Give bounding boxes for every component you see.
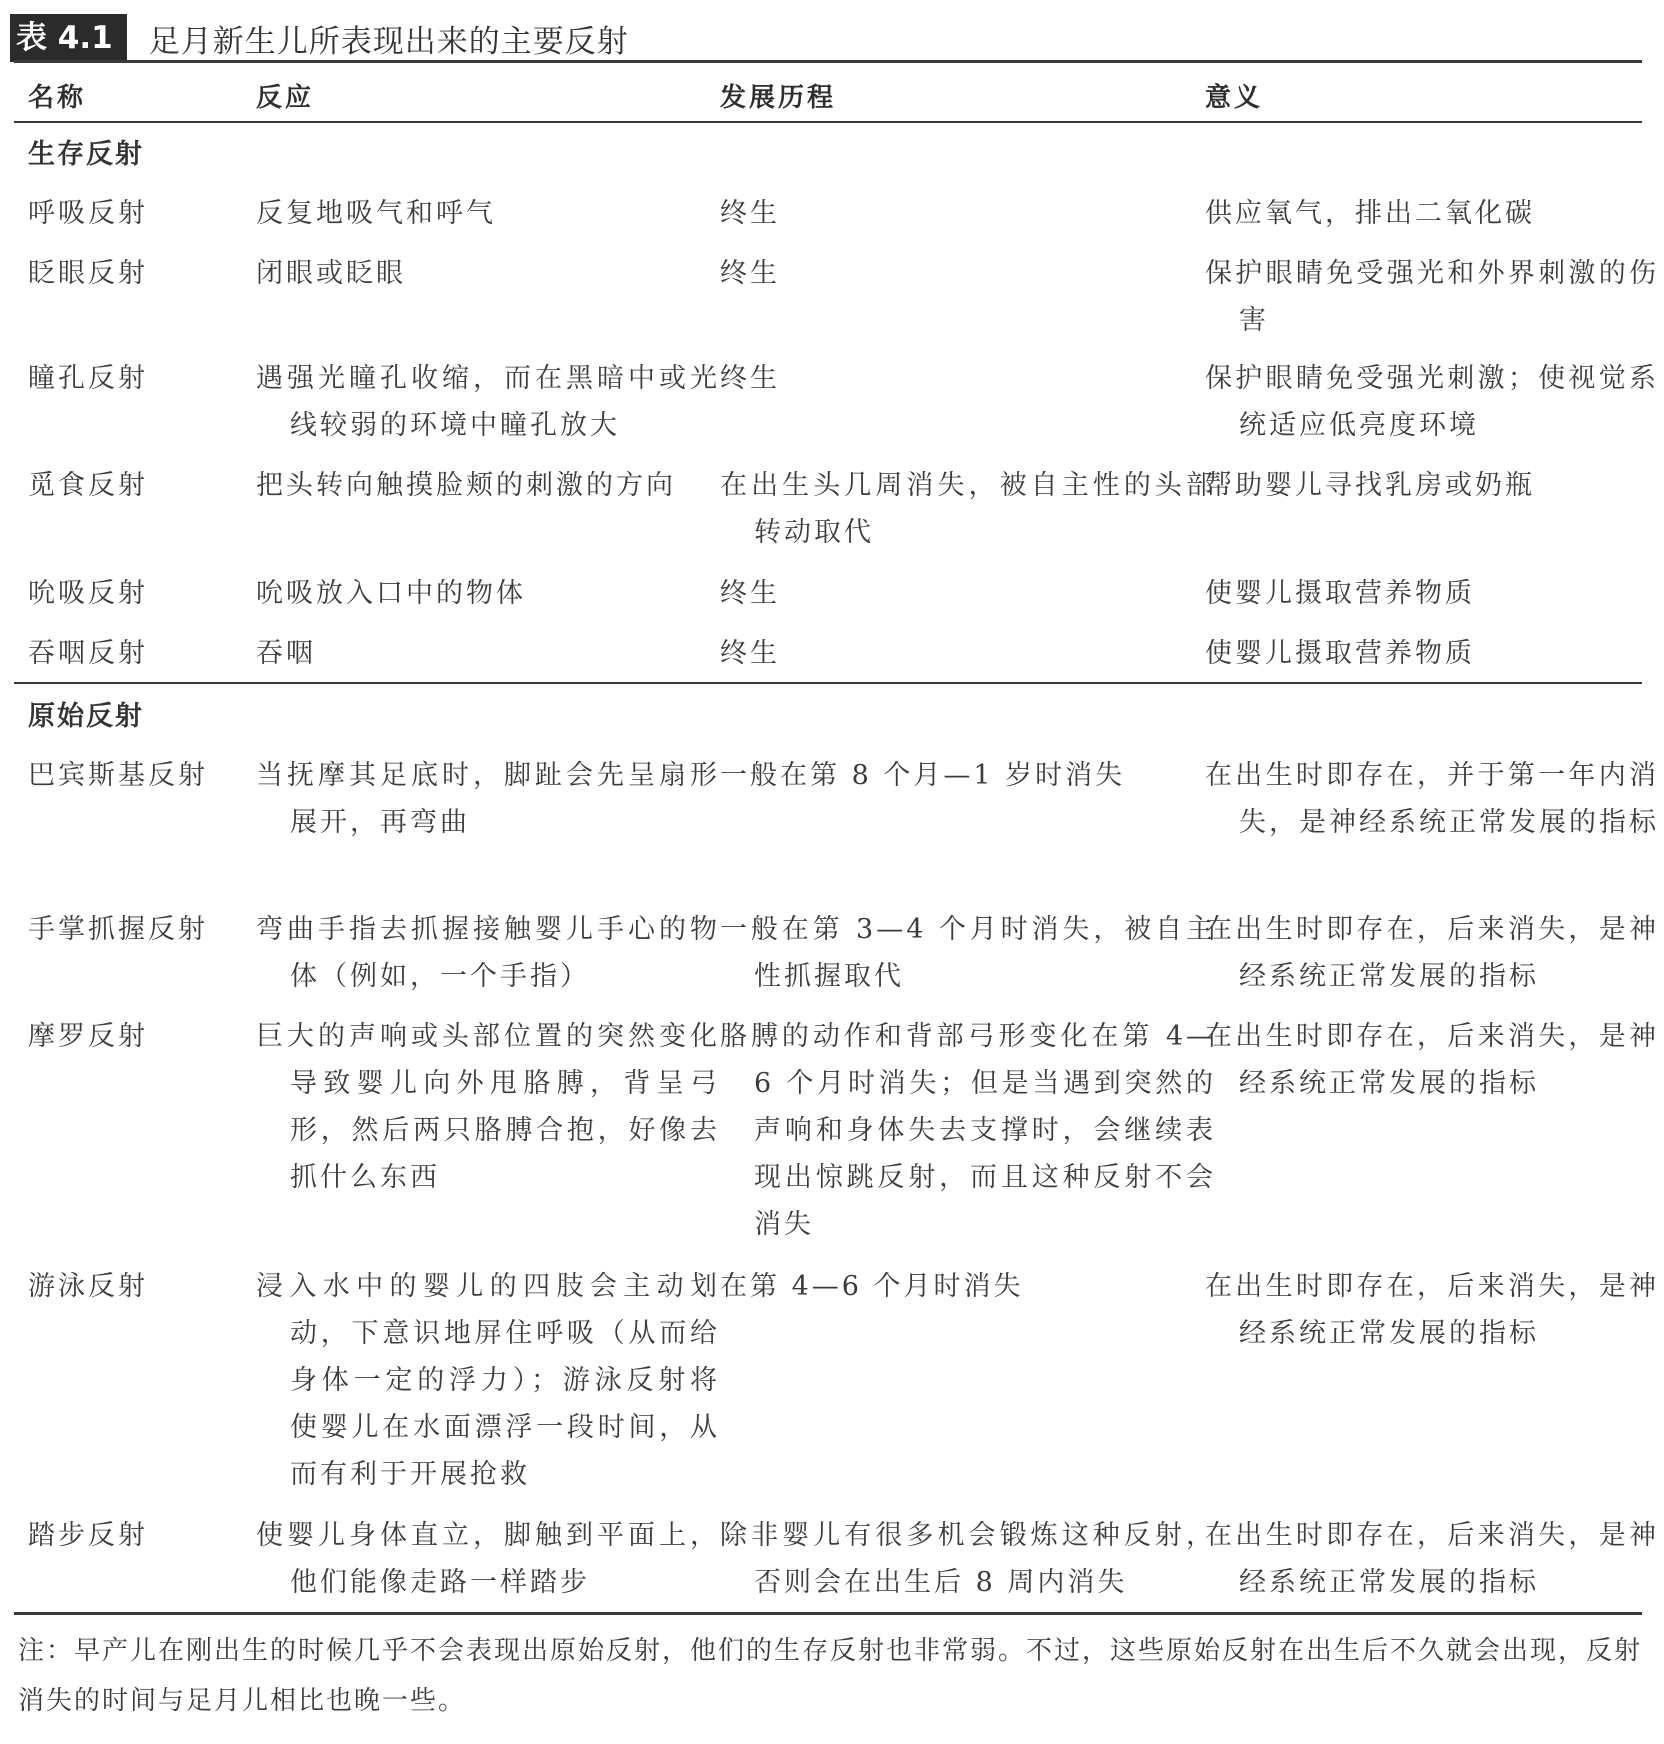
- cell-name: 手掌抓握反射: [28, 914, 208, 945]
- header-response: 反应: [256, 83, 315, 113]
- cell-response: 遇强光瞳孔收缩，而在黑暗中或光线较弱的环境中瞳孔放大: [256, 363, 720, 441]
- cell-response: 吮吸放入口中的物体: [256, 578, 526, 609]
- cell-response: 反复地吸气和呼气: [256, 198, 496, 229]
- cell-significance: 使婴儿摄取营养物质: [1205, 578, 1475, 609]
- cell-significance: 在出生时即存在，后来消失，是神经系统正常发展的指标: [1205, 1271, 1659, 1349]
- cell-significance: 保护眼睛免受强光刺激；使视觉系统适应低亮度环境: [1205, 363, 1659, 441]
- table-number-badge: 表 4.1: [10, 14, 127, 62]
- cell-development: 终生: [720, 363, 780, 394]
- cell-development: 一般在第 8 个月—1 岁时消失: [720, 760, 1126, 791]
- cell-significance: 帮助婴儿寻找乳房或奶瓶: [1205, 470, 1535, 501]
- section-rule: [14, 682, 1642, 684]
- table-caption: [10, 14, 1640, 62]
- cell-response: 当抚摩其足底时，脚趾会先呈扇形展开，再弯曲: [256, 760, 720, 838]
- cell-development: 一般在第 3—4 个月时消失，被自主性抓握取代: [720, 914, 1216, 992]
- cell-development: 胳膊的动作和背部弓形变化在第 4—6 个月时消失；但是当遇到突然的声响和身体失去支撑时，会继续表现出惊跳反射，而且这种反射不会消失: [720, 1021, 1216, 1240]
- table-title: 足月新生儿所表现出来的主要反射: [148, 23, 629, 60]
- cell-response: 吞咽: [256, 638, 316, 669]
- bottom-rule: [14, 1612, 1642, 1615]
- cell-development: 除非婴儿有很多机会锻炼这种反射，否则会在出生后 8 周内消失: [720, 1520, 1216, 1598]
- cell-development: 终生: [720, 198, 780, 229]
- cell-significance: 供应氧气，排出二氧化碳: [1205, 198, 1535, 229]
- cell-significance: 保护眼睛免受强光和外界刺激的伤害: [1205, 258, 1659, 336]
- section-title-survival: 生存反射: [28, 139, 144, 170]
- cell-development: 终生: [720, 638, 780, 669]
- header-name: 名称: [28, 83, 87, 113]
- cell-significance: 在出生时即存在，后来消失，是神经系统正常发展的指标: [1205, 914, 1659, 992]
- cell-response: 使婴儿身体直立，脚触到平面上，他们能像走路一样踏步: [256, 1520, 720, 1598]
- cell-name: 眨眼反射: [28, 258, 148, 289]
- section-title-primitive: 原始反射: [28, 701, 144, 732]
- table-footnote: 注：早产儿在刚出生的时候几乎不会表现出原始反射，他们的生存反射也非常弱。不过，这些原始反射在出生后不久就会出现，反射消失的时间与足月儿相比也晚一些。: [18, 1636, 1643, 1716]
- cell-response: 闭眼或眨眼: [256, 258, 406, 289]
- header-significance: 意义: [1205, 83, 1264, 113]
- cell-name: 吞咽反射: [28, 638, 148, 669]
- cell-name: 踏步反射: [28, 1520, 148, 1551]
- cell-name: 觅食反射: [28, 470, 148, 501]
- cell-name: 吮吸反射: [28, 578, 148, 609]
- cell-response: 把头转向触摸脸颊的刺激的方向: [256, 470, 676, 501]
- cell-development: 终生: [720, 578, 780, 609]
- cell-name: 游泳反射: [28, 1271, 148, 1302]
- cell-response: 弯曲手指去抓握接触婴儿手心的物体（例如，一个手指）: [256, 914, 720, 992]
- cell-significance: 在出生时即存在，并于第一年内消失，是神经系统正常发展的指标: [1205, 760, 1659, 838]
- cell-response: 浸入水中的婴儿的四肢会主动划动，下意识地屏住呼吸（从而给身体一定的浮力）；游泳反射将使婴儿在水面漂浮一段时间，从而有利于开展抢救: [256, 1271, 720, 1490]
- cell-development: 终生: [720, 258, 780, 289]
- cell-name: 巴宾斯基反射: [28, 760, 208, 791]
- cell-response: 巨大的声响或头部位置的突然变化导致婴儿向外甩胳膊，背呈弓形，然后两只胳膊合抱，好像去抓什么东西: [256, 1021, 720, 1193]
- header-development: 发展历程: [720, 83, 837, 113]
- cell-significance: 在出生时即存在，后来消失，是神经系统正常发展的指标: [1205, 1520, 1659, 1598]
- top-rule: [14, 60, 1642, 63]
- cell-significance: 在出生时即存在，后来消失，是神经系统正常发展的指标: [1205, 1021, 1659, 1099]
- cell-development: 在第 4—6 个月时消失: [720, 1271, 1024, 1302]
- cell-name: 瞳孔反射: [28, 363, 148, 394]
- cell-name: 呼吸反射: [28, 198, 148, 229]
- cell-development: 在出生头几周消失，被自主性的头部转动取代: [720, 470, 1216, 548]
- header-rule: [14, 121, 1642, 123]
- cell-name: 摩罗反射: [28, 1021, 148, 1052]
- cell-significance: 使婴儿摄取营养物质: [1205, 638, 1475, 669]
